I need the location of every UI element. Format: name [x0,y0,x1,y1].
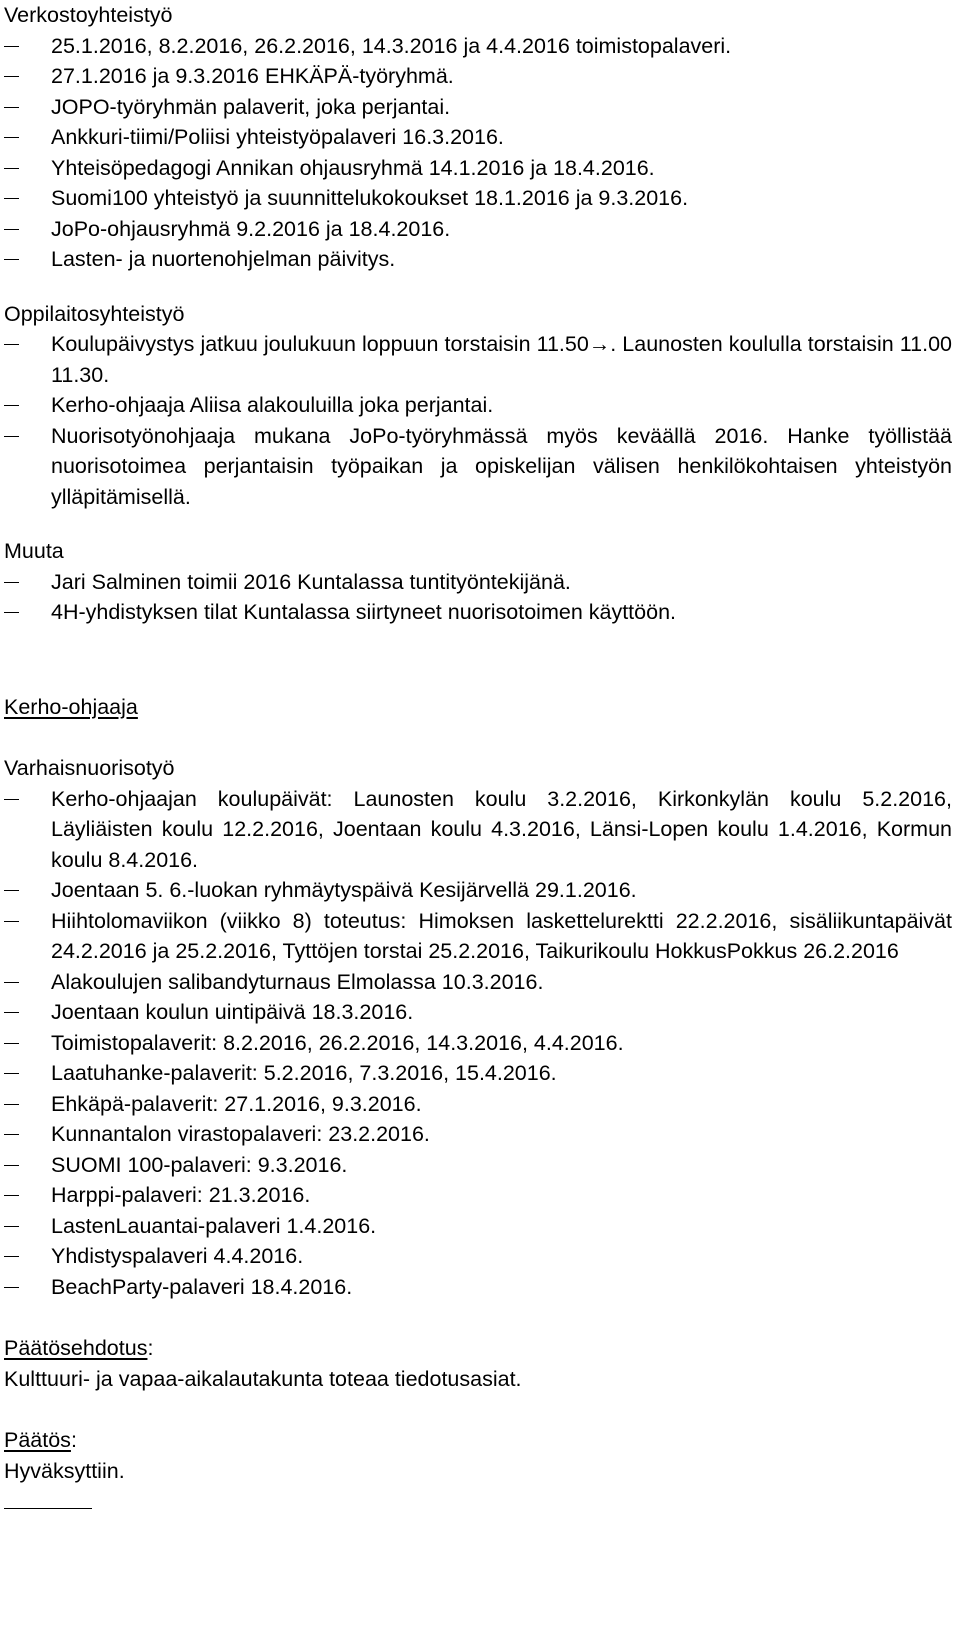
list-item [4,183,952,214]
dash-bullet-icon [4,1043,19,1044]
dash-bullet-icon [4,1012,19,1013]
dash-bullet-icon [4,107,19,108]
list-item [4,31,952,62]
heading-varhaisnuorisotyo: Varhaisnuorisotyö [4,756,175,780]
dash-bullet-icon [4,582,19,583]
list-item-text: Harppi-palaveri: 21.3.2016. [51,1183,311,1207]
dash-bullet-icon [4,1195,19,1196]
decision-proposal-label-text: Päätösehdotus [4,1336,148,1360]
list-item [4,421,952,513]
list-item-text: BeachParty-palaveri 18.4.2016. [51,1274,353,1299]
list-item [4,597,952,628]
dash-bullet-icon [4,137,19,138]
dash-bullet-icon [4,1134,19,1135]
dash-bullet-icon [4,890,19,891]
dash-bullet-icon [4,436,19,437]
list-item-text: 25.1.2016, 8.2.2016, 26.2.2016, 14.3.2016 ja 4.4.2016 toimistopalaveri. [51,33,732,58]
list-item [4,1180,952,1211]
list-item-text: Suomi100 yhteistyö ja suunnittelukokoukset 18.1.2016 ja 9.3.2016. [51,186,689,210]
dash-bullet-icon [4,168,19,169]
decision-proposal-label [4,1333,952,1364]
decision-label-text: Päätös [4,1428,71,1452]
heading-verkostoyhteistyo: Verkostoyhteistyö [4,3,173,27]
dash-bullet-icon [4,229,19,230]
list-item-text: 27.1.2016 ja 9.3.2016 EHKÄPÄ-työryhmä. [51,64,454,88]
list-item-text: LastenLauantai-palaveri 1.4.2016. [51,1213,377,1238]
list-item-text: Koulupäivystys jatkuu joulukuun loppuun torstaisin 11.50→. Launosten koululla torstaisin 11.00 11.30. [51,332,952,387]
title-kerho-ohjaaja: Kerho-ohjaaja [4,694,138,719]
dash-bullet-icon [4,405,19,406]
decision-proposal-colon: : [147,1336,154,1360]
list-item [4,784,952,876]
list-item-text: Lasten- ja nuortenohjelman päivitys. [51,247,396,271]
decision-proposal-text: Kulttuuri- ja vapaa-aikalautakunta toteaa tiedotusasiat. [4,1366,522,1391]
dash-bullet-icon [4,1165,19,1166]
list-item [4,997,952,1028]
list-item [4,214,952,245]
list-item [4,122,952,153]
list-item [4,1150,952,1181]
list-item-text: Joentaan 5. 6.-luokan ryhmäytyspäivä Kesijärvellä 29.1.2016. [51,878,637,902]
dash-bullet-icon [4,1287,19,1288]
dash-bullet-icon [4,1226,19,1227]
list-varhaisnuorisotyo [4,784,952,1303]
heading-muuta: Muuta [4,539,64,563]
dash-bullet-icon [4,46,19,47]
list-item [4,1119,952,1150]
list-item [4,61,952,92]
dash-bullet-icon [4,982,19,983]
dash-bullet-icon [4,76,19,77]
list-item [4,967,952,998]
list-item [4,329,952,390]
list-item-text: JOPO-työryhmän palaverit, joka perjantai. [51,94,451,119]
list-item [4,906,952,967]
decision-colon: : [70,1428,77,1452]
dash-bullet-icon [4,1104,19,1105]
dash-bullet-icon [4,921,19,922]
bottom-rule [4,1508,92,1509]
list-item [4,1241,952,1272]
list-item [4,1272,952,1303]
decision-text: Hyväksyttiin. [4,1458,125,1483]
heading-oppilaitosyhteistyo: Oppilaitosyhteistyö [4,301,185,326]
list-item-text: Ankkuri-tiimi/Poliisi yhteistyöpalaveri 16.3.2016. [51,125,504,149]
dash-bullet-icon [4,259,19,260]
dash-bullet-icon [4,344,19,345]
list-item [4,153,952,184]
dash-bullet-icon [4,1073,19,1074]
decision-label [4,1425,952,1456]
list-item-text: SUOMI 100-palaveri: 9.3.2016. [51,1152,348,1177]
list-item [4,1089,952,1120]
list-item-text: Yhteisöpedagogi Annikan ohjausryhmä 14.1.2016 ja 18.4.2016. [51,155,655,180]
list-item [4,1028,952,1059]
list-item [4,567,952,598]
list-item-text: Kerho-ohjaaja Aliisa alakouluilla joka perjantai. [51,393,494,417]
dash-bullet-icon [4,612,19,613]
dash-bullet-icon [4,1256,19,1257]
list-item [4,875,952,906]
dash-bullet-icon [4,799,19,800]
list-item-text: Kunnantalon virastopalaveri: 23.2.2016. [51,1122,430,1146]
list-item-text: Ehkäpä-palaverit: 27.1.2016, 9.3.2016. [51,1091,422,1116]
list-item-text: Nuorisotyönohjaaja mukana JoPo-työryhmässä myös keväällä 2016. Hanke työllistää nuorisotoimea perjantaisin työpaikan ja opiskelijan välisen henkilökohtaisen yhteistyön ylläpitämisellä. [51,423,952,509]
list-item-text: Jari Salminen toimii 2016 Kuntalassa tuntityöntekijänä. [51,569,571,594]
list-item [4,92,952,123]
list-item [4,1058,952,1089]
list-item-text: Yhdistyspalaveri 4.4.2016. [51,1244,304,1268]
list-item [4,244,952,275]
list-item-text: Joentaan koulun uintipäivä 18.3.2016. [51,1000,414,1024]
list-item-text: 4H-yhdistyksen tilat Kuntalassa siirtyneet nuorisotoimen käyttöön. [51,600,677,624]
list-item-text: Kerho-ohjaajan koulupäivät: Launosten koulu 3.2.2016, Kirkonkylän koulu 5.2.2016, Läyliäisten koulu 12.2.2016, Joentaan koulu 4.3.2016, Länsi-Lopen koulu 1.4.2016, Kormun koulu 8.4.2016. [51,786,952,872]
list-item [4,390,952,421]
list-item-text: Alakoulujen salibandyturnaus Elmolassa 10.3.2016. [51,969,544,994]
list-oppilaitosyhteistyo [4,329,952,512]
list-item-text: JoPo-ohjausryhmä 9.2.2016 ja 18.4.2016. [51,216,451,241]
list-item-text: Toimistopalaverit: 8.2.2016, 26.2.2016, 14.3.2016, 4.4.2016. [51,1030,624,1055]
list-item-text: Hiihtolomaviikon (viikko 8) toteutus: Himoksen laskettelurektti 22.2.2016, sisäliikuntapäivät 24.2.2016 ja 25.2.2016, Tyttöjen torstai 25.2.2016, Taikurikoulu HokkusPokkus 26.2.2016 [51,908,952,963]
list-item [4,1211,952,1242]
dash-bullet-icon [4,198,19,199]
list-verkostoyhteistyo [4,31,952,275]
list-item-text: Laatuhanke-palaverit: 5.2.2016, 7.3.2016, 15.4.2016. [51,1061,557,1085]
list-muuta [4,567,952,628]
